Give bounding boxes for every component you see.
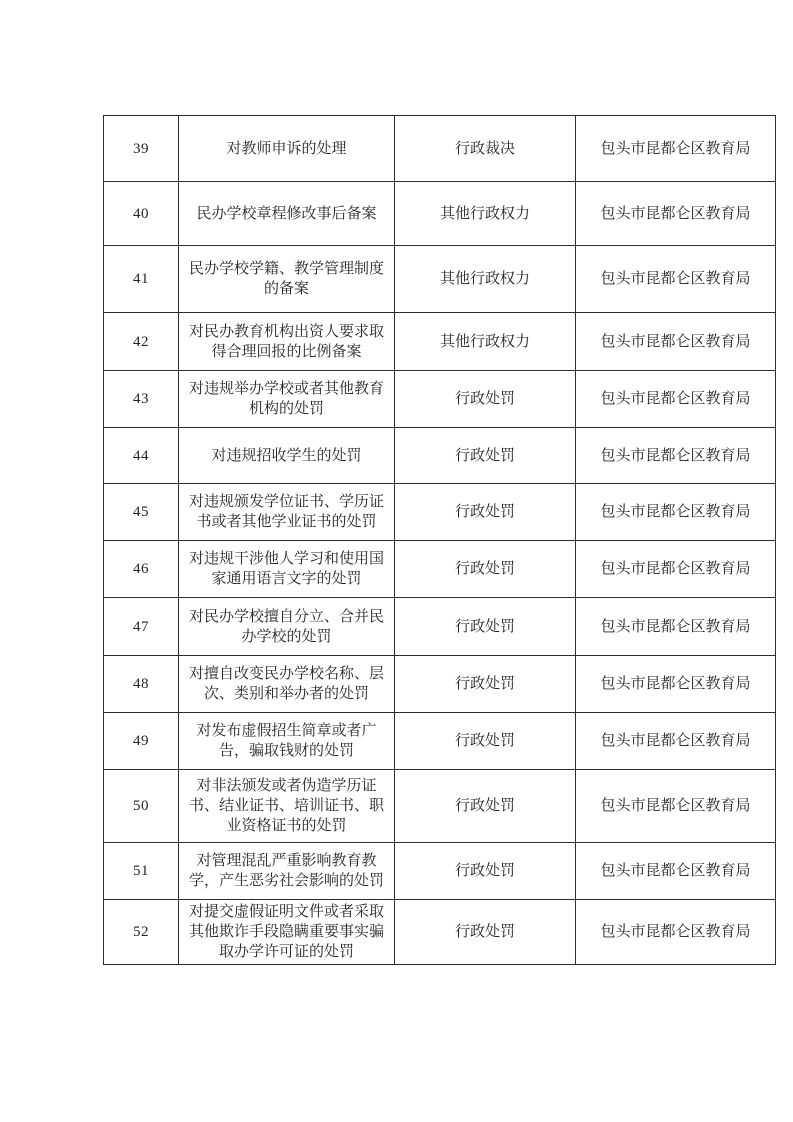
table-row [104,116,776,182]
department-cell: 包头市昆都仑区教育局 [576,541,776,598]
row-number-cell: 46 [104,541,179,598]
category-cell: 行政处罚 [395,656,576,713]
department-cell: 包头市昆都仑区教育局 [576,713,776,770]
table-row [104,770,776,843]
department-cell: 包头市昆都仑区教育局 [576,770,776,843]
category-cell: 行政处罚 [395,843,576,900]
department-cell: 包头市昆都仑区教育局 [576,428,776,484]
category-cell: 行政处罚 [395,770,576,843]
item-name-cell: 对管理混乱严重影响教育教学，产生恶劣社会影响的处罚 [179,843,395,900]
row-number-cell: 40 [104,182,179,246]
category-cell: 行政处罚 [395,484,576,541]
row-number-cell: 48 [104,656,179,713]
department-cell: 包头市昆都仑区教育局 [576,484,776,541]
category-cell: 行政处罚 [395,371,576,428]
row-number-cell: 50 [104,770,179,843]
row-number-cell: 51 [104,843,179,900]
table-row [104,598,776,656]
department-cell: 包头市昆都仑区教育局 [576,246,776,313]
row-number-cell: 45 [104,484,179,541]
department-cell: 包头市昆都仑区教育局 [576,313,776,371]
item-name-cell: 民办学校学籍、教学管理制度的备案 [179,246,395,313]
row-number-cell: 44 [104,428,179,484]
item-name-cell: 对违规招收学生的处罚 [179,428,395,484]
row-number-cell: 52 [104,900,179,965]
category-cell: 其他行政权力 [395,182,576,246]
table-row [104,313,776,371]
category-cell: 其他行政权力 [395,313,576,371]
table-row [104,843,776,900]
item-name-cell: 对非法颁发或者伪造学历证书、结业证书、培训证书、职业资格证书的处罚 [179,770,395,843]
table-row [104,182,776,246]
row-number-cell: 47 [104,598,179,656]
table-row [104,900,776,965]
item-name-cell: 对民办学校擅自分立、合并民办学校的处罚 [179,598,395,656]
table-row [104,713,776,770]
item-name-cell: 对擅自改变民办学校名称、层次、类别和举办者的处罚 [179,656,395,713]
row-number-cell: 43 [104,371,179,428]
department-cell: 包头市昆都仑区教育局 [576,182,776,246]
table-row [104,371,776,428]
department-cell: 包头市昆都仑区教育局 [576,371,776,428]
item-name-cell: 对违规颁发学位证书、学历证书或者其他学业证书的处罚 [179,484,395,541]
row-number-cell: 42 [104,313,179,371]
category-cell: 行政处罚 [395,598,576,656]
table-row [104,656,776,713]
item-name-cell: 对违规干涉他人学习和使用国家通用语言文字的处罚 [179,541,395,598]
department-cell: 包头市昆都仑区教育局 [576,900,776,965]
item-name-cell: 对民办教育机构出资人要求取得合理回报的比例备案 [179,313,395,371]
table-row [104,246,776,313]
department-cell: 包头市昆都仑区教育局 [576,843,776,900]
authority-items-table [103,115,776,965]
item-name-cell: 对违规举办学校或者其他教育机构的处罚 [179,371,395,428]
row-number-cell: 39 [104,116,179,182]
item-name-cell: 对提交虚假证明文件或者采取其他欺诈手段隐瞒重要事实骗取办学许可证的处罚 [179,900,395,965]
item-name-cell: 民办学校章程修改事后备案 [179,182,395,246]
category-cell: 行政处罚 [395,428,576,484]
department-cell: 包头市昆都仑区教育局 [576,656,776,713]
category-cell: 其他行政权力 [395,246,576,313]
table-row [104,541,776,598]
row-number-cell: 41 [104,246,179,313]
table-row [104,428,776,484]
item-name-cell: 对发布虚假招生简章或者广告，骗取钱财的处罚 [179,713,395,770]
category-cell: 行政裁决 [395,116,576,182]
department-cell: 包头市昆都仑区教育局 [576,598,776,656]
table-row [104,484,776,541]
category-cell: 行政处罚 [395,713,576,770]
category-cell: 行政处罚 [395,541,576,598]
category-cell: 行政处罚 [395,900,576,965]
row-number-cell: 49 [104,713,179,770]
department-cell: 包头市昆都仑区教育局 [576,116,776,182]
item-name-cell: 对教师申诉的处理 [179,116,395,182]
